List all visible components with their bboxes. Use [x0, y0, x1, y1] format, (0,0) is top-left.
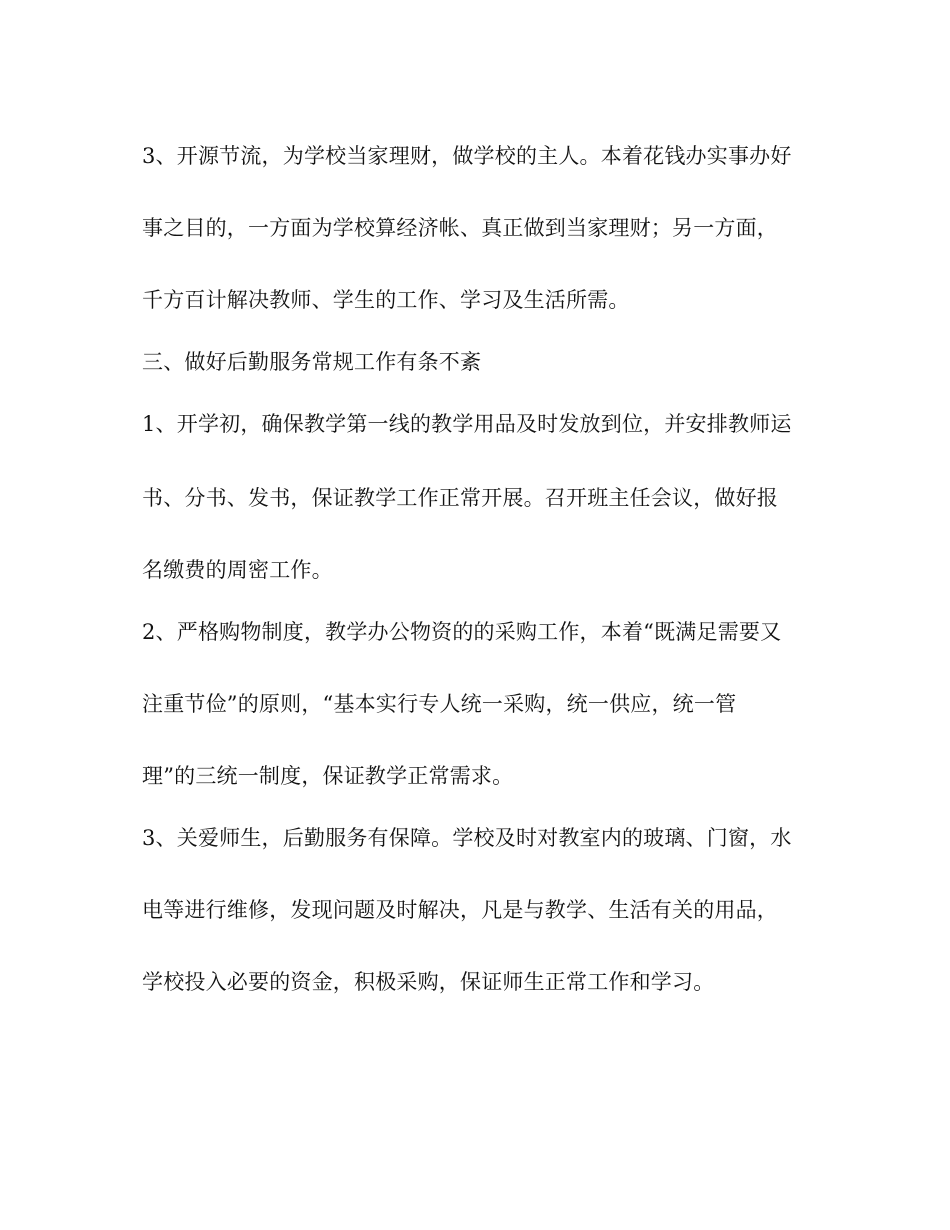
section-heading-3: 三、做好后勤服务常规工作有条不紊 — [142, 350, 482, 374]
item-1-line-1: 1、开学初，确保教学第一线的教学用品及时发放到位，并安排教师运 — [142, 412, 792, 436]
item-2-line-3: 理”的三统一制度，保证教学正常需求。 — [142, 764, 514, 788]
item-1-line-3: 名缴费的周密工作。 — [142, 558, 333, 582]
paragraph-3-line-3: 千方百计解决教师、学生的工作、学习及生活所需。 — [142, 288, 630, 312]
item-3-line-1: 3、关爱师生，后勤服务有保障。学校及时对教室内的玻璃、门窗，水 — [142, 826, 792, 850]
paragraph-3-line-2: 事之目的，一方面为学校算经济帐、真正做到当家理财；另一方面， — [142, 216, 778, 240]
item-1-line-2: 书、分书、发书，保证教学工作正常开展。召开班主任会议，做好报 — [142, 486, 778, 510]
item-2-line-1: 2、严格购物制度，教学办公物资的的采购工作，本着“既满足需要又 — [142, 620, 782, 644]
paragraph-3-line-1: 3、开源节流，为学校当家理财，做学校的主人。本着花钱办实事办好 — [142, 144, 792, 168]
item-2-line-2: 注重节俭”的原则，“基本实行专人统一采购，统一供应，统一管 — [142, 692, 737, 716]
item-3-line-3: 学校投入必要的资金，积极采购，保证师生正常工作和学习。 — [142, 970, 715, 994]
item-3-line-2: 电等进行维修，发现问题及时解决，凡是与教学、生活有关的用品， — [142, 898, 778, 922]
